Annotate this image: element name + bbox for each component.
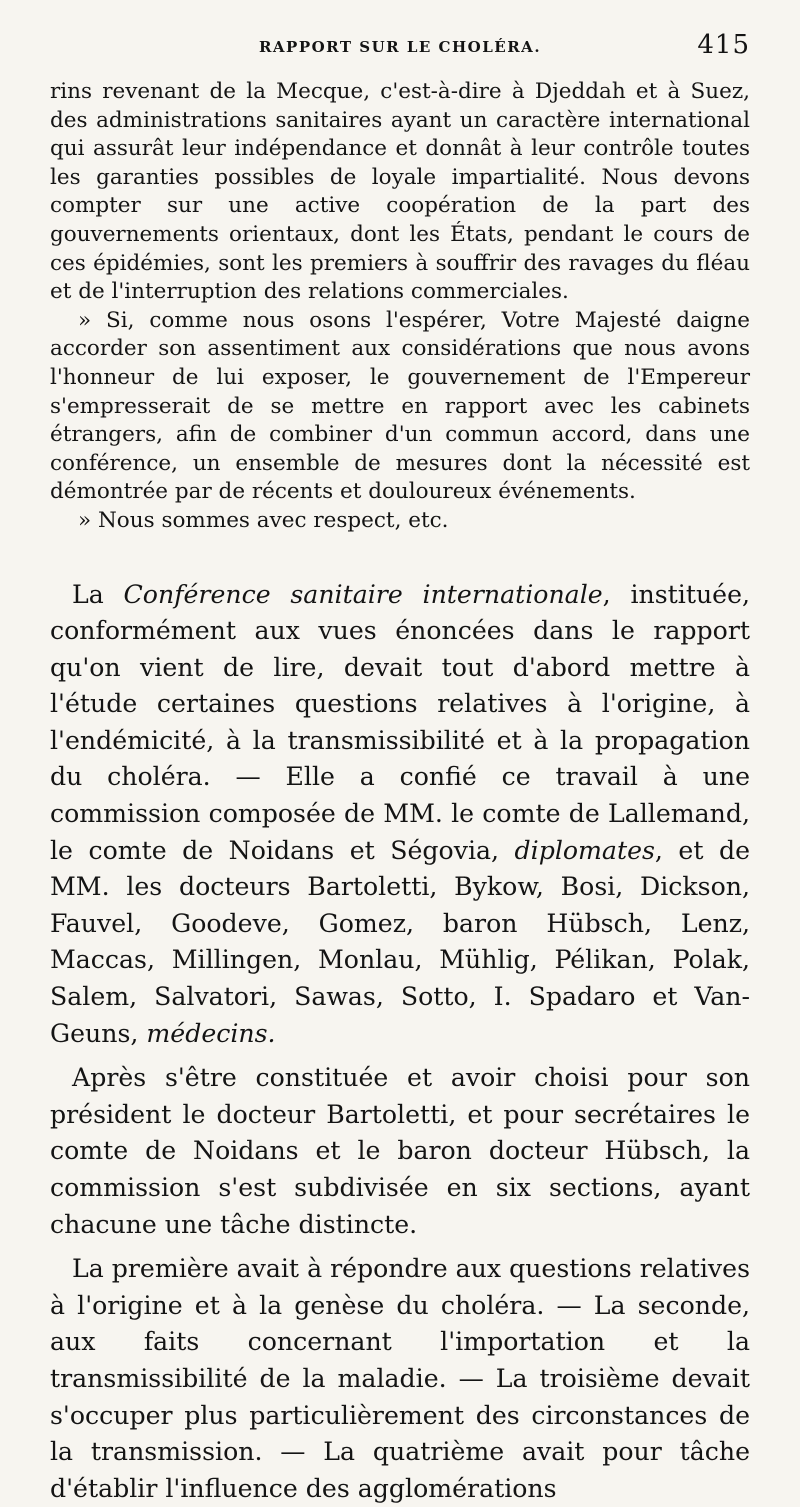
italic-diplomates: diplomates — [515, 836, 655, 865]
running-title: RAPPORT SUR LE CHOLÉRA. — [50, 38, 750, 56]
italic-conference-title: Conférence sanitaire internationale — [124, 580, 603, 609]
paragraph-sections: La première avait à répondre aux questions relatives à l'origine et à la genèse du choléra. — La seconde, aux faits concernant l'importation et la transmissibilité de la maladie. — La troisième devait s'occuper plus particulièrement des circonstances de la transmission. — La quatrième avait pour tâche d'établir l'influence des agglomérations — [50, 1251, 750, 1507]
paragraph-conference — [50, 577, 750, 1053]
running-head — [50, 30, 750, 78]
text-run: , et de MM. les docteurs Bartoletti, Bykow, Bosi, Dickson, Fauvel, Goodeve, Gomez, baron Hübsch, Lenz, Maccas, Millingen, Monlau, Mühlig, Pélikan, Polak, Salem, Salvatori, Sawas, Sotto, I. Spadaro et Van-Geuns, — [50, 836, 750, 1048]
main-text — [50, 577, 750, 1507]
page-number: 415 — [697, 30, 750, 60]
italic-medecins: médecins. — [146, 1019, 275, 1048]
paragraph-request: » Si, comme nous osons l'espérer, Votre Majesté daigne accorder son assentiment aux considérations que nous avons l'honneur de lui exposer, le gouvernement de l'Empereur s'empresserait de se mettre en rapport avec les cabinets étrangers, afin de combiner d'un commun accord, dans une conférence, un ensemble de mesures dont la nécessité est démontrée par de récents et douloureux événements. — [50, 307, 750, 507]
paragraph-closing: » Nous sommes avec respect, etc. — [50, 507, 750, 536]
text-run: La — [72, 580, 124, 609]
paragraph-report-end: rins revenant de la Mecque, c'est-à-dire à Djeddah et à Suez, des administrations sanitaires ayant un caractère international qui assurât leur indépendance et donnât à leur contrôle toutes les garanties possibles de loyale impartialité. Nous devons compter sur une active coopération de la part des gouvernements orientaux, dont les États, pendant le cours de ces épidémies, sont les premiers à souffrir des ravages du fléau et de l'interruption des relations commerciales. — [50, 78, 750, 307]
text-run: , instituée, conformément aux vues énoncées dans le rapport qu'on vient de lire, devait tout d'abord mettre à l'étude certaines questions relatives à l'origine, à l'endémicité, à la transmissibilité et à la propagation du choléra. — Elle a confié ce travail à une commission composée de MM. le comte de Lallemand, le comte de Noidans et Ségovia, — [50, 580, 750, 865]
paragraph-commission: Après s'être constituée et avoir choisi pour son président le docteur Bartoletti, et pour secrétaires le comte de Noidans et le baron docteur Hübsch, la commission s'est subdivisée en six sections, ayant chacune une tâche distincte. — [50, 1060, 750, 1243]
report-excerpt — [50, 78, 750, 536]
